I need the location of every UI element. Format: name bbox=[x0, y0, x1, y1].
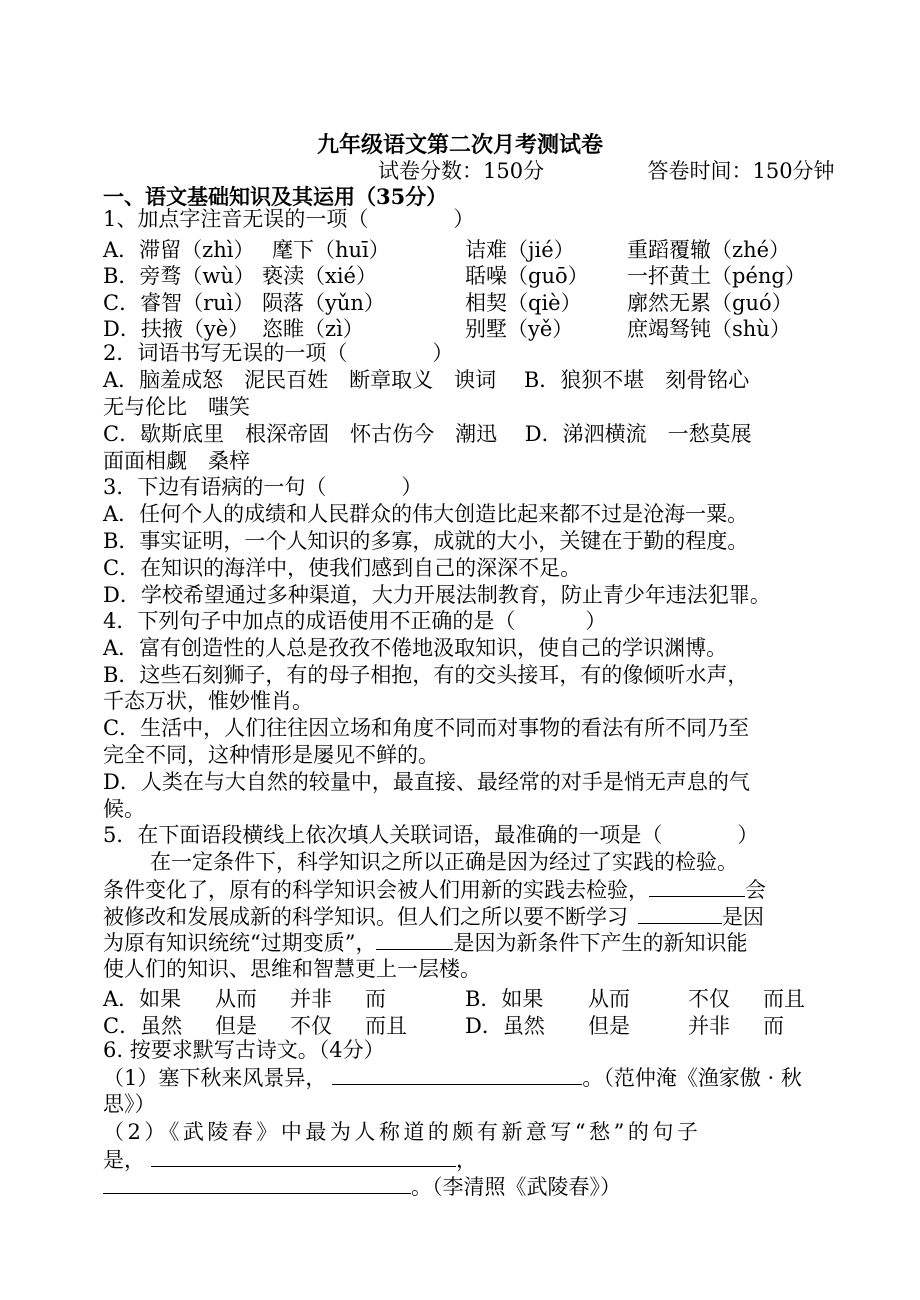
fill-blank[interactable] bbox=[638, 903, 722, 924]
q3-stem: 3．下边有语病的一句（ ） bbox=[103, 475, 423, 499]
fill-blank[interactable] bbox=[103, 1173, 411, 1194]
q2-stem: 2．词语书写无误的一项（ ） bbox=[103, 341, 454, 365]
q4-line: C．生活中，人们往往因立场和角度不同而对事物的看法有所不同乃至 bbox=[103, 716, 750, 740]
q3-option: A．任何个人的成绩和人民群众的伟大创造比起来都不过是沧海一粟。 bbox=[103, 502, 749, 526]
q6-stem: 6. 按要求默写古诗文。（4分） bbox=[103, 1038, 385, 1062]
q3-option: C．在知识的海洋中，使我们感到自己的深深不足。 bbox=[103, 556, 582, 580]
fill-blank[interactable] bbox=[649, 876, 745, 897]
fill-blank[interactable] bbox=[151, 1146, 456, 1167]
exam-time: 答卷时间：150分钟 bbox=[647, 159, 835, 183]
q6-item-2-cont: 是， ， bbox=[103, 1148, 477, 1172]
q6-item-1-cont: 思》） bbox=[103, 1092, 156, 1116]
q4-line: A．富有创造性的人总是孜孜不倦地汲取知识，使自己的学识渊博。 bbox=[103, 636, 728, 660]
exam-score: 试卷分数：150分 bbox=[378, 159, 545, 183]
q2-line: 无与伦比 嗤笑 bbox=[103, 395, 250, 419]
fill-blank[interactable] bbox=[376, 929, 453, 950]
q4-line: B．这些石刻狮子，有的母子相抱，有的交头接耳，有的像倾听水声， bbox=[103, 663, 749, 687]
q4-line: D．人类在与大自然的较量中，最直接、最经常的对手是悄无声息的气 bbox=[103, 770, 750, 794]
q3-option: D．学校希望通过多种渠道，大力开展法制教育，防止青少年违法犯罪。 bbox=[103, 583, 771, 607]
q5-para: 条件变化了，原有的科学知识会被人们用新的实践去检验， 会 bbox=[103, 878, 766, 902]
q2-line: C．歇斯底里 根深帝固 怀古伤今 潮迅 D．涕泗横流 一愁莫展 bbox=[103, 422, 752, 446]
q3-option: B．事实证明，一个人知识的多寡，成就的大小，关键在于勤的程度。 bbox=[103, 529, 749, 553]
q5-stem: 5．在下面语段横线上依次填人关联词语，最准确的一项是（ ） bbox=[103, 823, 759, 847]
q5-para: 为原有知识统统“过期变质”， 是因为新条件下产生的新知识能 bbox=[103, 931, 748, 955]
q4-line: 完全不同，这种情形是屡见不鲜的。 bbox=[103, 743, 439, 767]
exam-title: 九年级语文第二次月考测试卷 bbox=[316, 132, 603, 158]
q6-item-2: （2）《武陵春》中最为人称道的颇有新意写“愁”的句子 bbox=[103, 1120, 702, 1144]
q5-para: 在一定条件下，科学知识之所以正确是因为经过了实践的检验。 bbox=[150, 850, 738, 874]
q6-item-1: （1）塞下秋来风景异， 。（范仲淹《渔家傲 · 秋 bbox=[103, 1066, 802, 1090]
fill-blank[interactable] bbox=[332, 1064, 582, 1085]
q4-line: 候。 bbox=[103, 797, 145, 821]
q5-para: 被修改和发展成新的科学知识。但人们之所以要不断学习 是因 bbox=[103, 905, 764, 929]
q2-line: 面面相觑 桑梓 bbox=[103, 449, 250, 473]
q4-stem: 4．下列句子中加点的成语使用不正确的是（ ） bbox=[103, 609, 607, 633]
q5-para: 使人们的知识、思维和智慧更上一层楼。 bbox=[103, 957, 481, 981]
q2-line: A．脑羞成怒 泥民百姓 断章取义 谀词 B．狼狈不堪 刻骨铭心 bbox=[103, 368, 750, 392]
section-heading: 一、语文基础知识及其运用（35分） bbox=[103, 184, 448, 209]
q4-line: 千态万状，惟妙惟肖。 bbox=[103, 689, 313, 713]
q1-stem: 1、加点字注音无误的一项（ ） bbox=[103, 207, 475, 231]
q6-item-2-end: 。（李清照《武陵春》） bbox=[103, 1173, 621, 1200]
